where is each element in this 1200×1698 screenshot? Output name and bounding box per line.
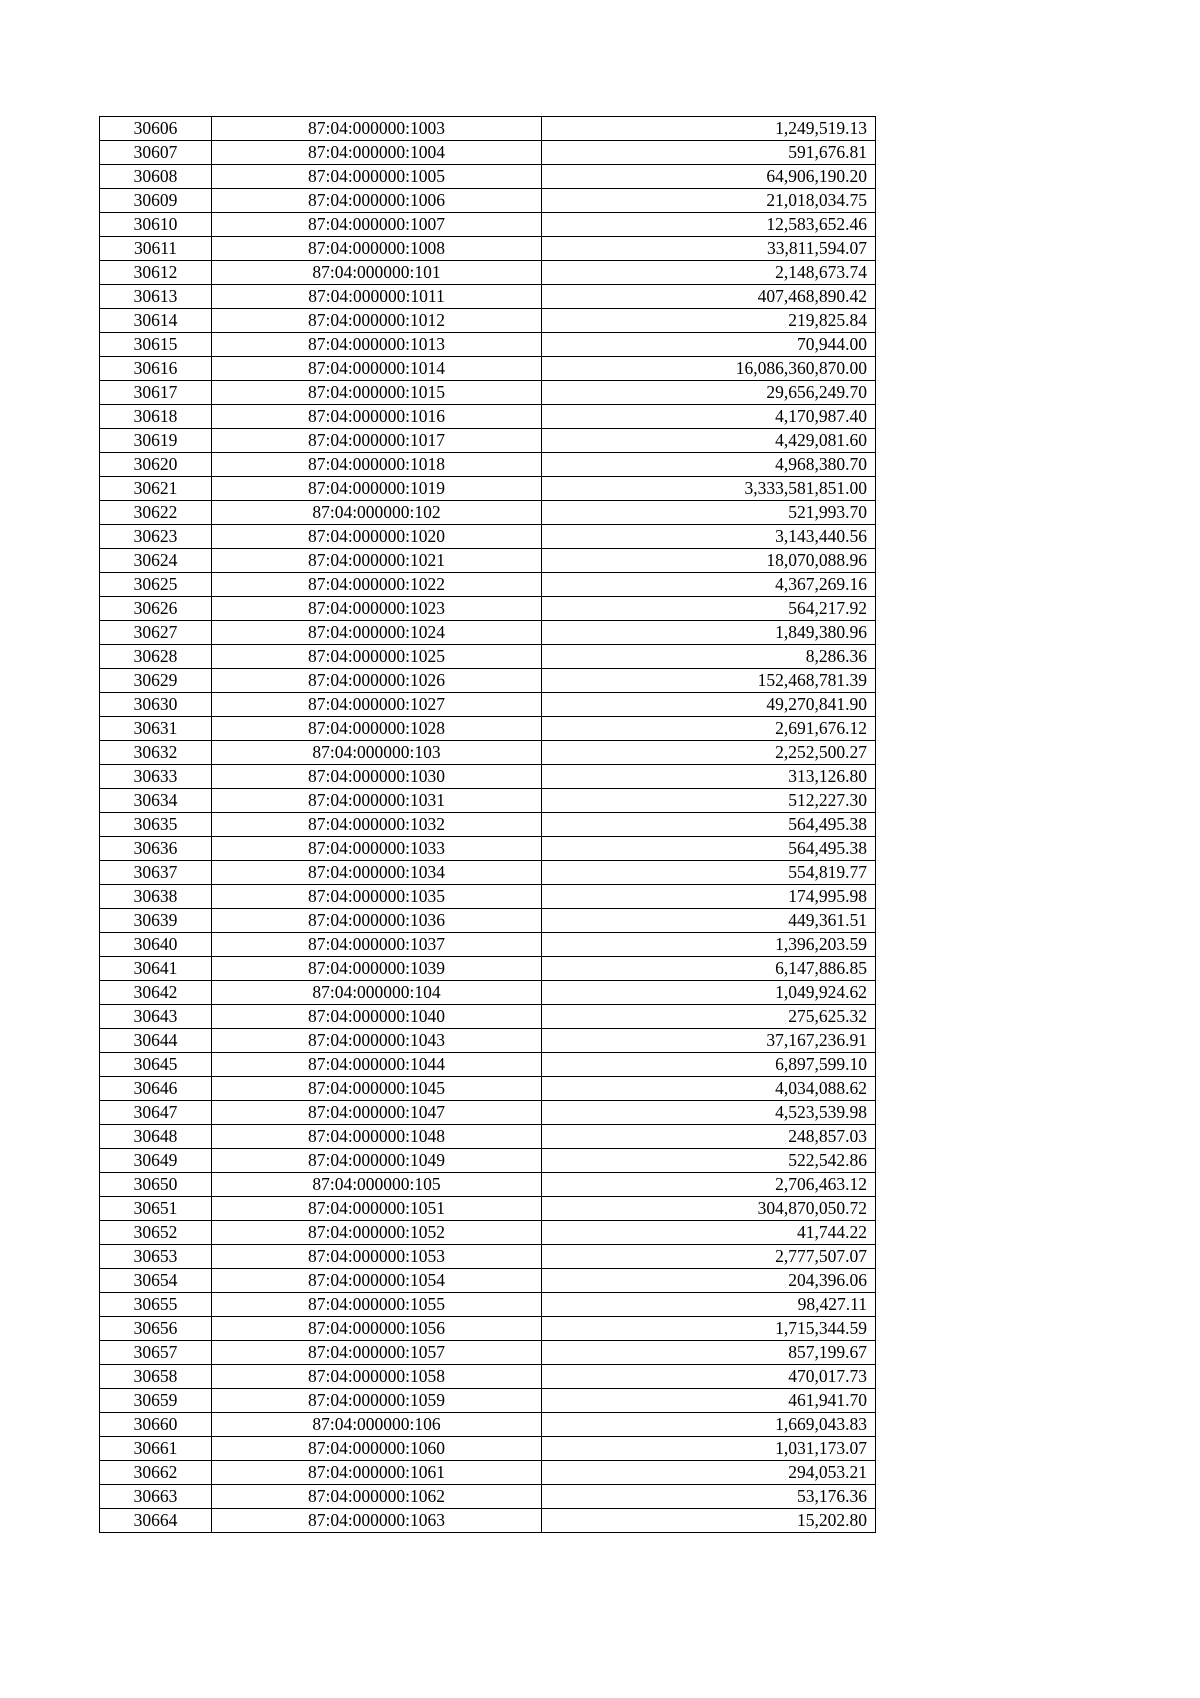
value-cell: 1,249,519.13 xyxy=(542,117,876,141)
row-number-cell: 30609 xyxy=(100,189,212,213)
table-row xyxy=(100,1125,876,1149)
value-cell: 15,202.80 xyxy=(542,1509,876,1533)
table-row xyxy=(100,477,876,501)
table-row xyxy=(100,1341,876,1365)
value-cell: 3,143,440.56 xyxy=(542,525,876,549)
table-row xyxy=(100,621,876,645)
table-row xyxy=(100,1365,876,1389)
row-number-cell: 30640 xyxy=(100,933,212,957)
value-cell: 522,542.86 xyxy=(542,1149,876,1173)
value-cell: 204,396.06 xyxy=(542,1269,876,1293)
row-number-cell: 30633 xyxy=(100,765,212,789)
row-number-cell: 30619 xyxy=(100,429,212,453)
cadastral-number-cell: 87:04:000000:1016 xyxy=(212,405,542,429)
cadastral-number-cell: 87:04:000000:1022 xyxy=(212,573,542,597)
cadastral-number-cell: 87:04:000000:1026 xyxy=(212,669,542,693)
row-number-cell: 30654 xyxy=(100,1269,212,1293)
table-row xyxy=(100,357,876,381)
cadastral-number-cell: 87:04:000000:1018 xyxy=(212,453,542,477)
value-cell: 21,018,034.75 xyxy=(542,189,876,213)
table-row xyxy=(100,501,876,525)
cadastral-number-cell: 87:04:000000:1053 xyxy=(212,1245,542,1269)
cadastral-number-cell: 87:04:000000:1014 xyxy=(212,357,542,381)
row-number-cell: 30624 xyxy=(100,549,212,573)
value-cell: 275,625.32 xyxy=(542,1005,876,1029)
row-number-cell: 30634 xyxy=(100,789,212,813)
row-number-cell: 30608 xyxy=(100,165,212,189)
table-row xyxy=(100,261,876,285)
value-cell: 857,199.67 xyxy=(542,1341,876,1365)
cadastral-number-cell: 87:04:000000:101 xyxy=(212,261,542,285)
cadastral-number-cell: 87:04:000000:1047 xyxy=(212,1101,542,1125)
row-number-cell: 30646 xyxy=(100,1077,212,1101)
row-number-cell: 30615 xyxy=(100,333,212,357)
value-cell: 4,429,081.60 xyxy=(542,429,876,453)
cadastral-number-cell: 87:04:000000:1049 xyxy=(212,1149,542,1173)
row-number-cell: 30635 xyxy=(100,813,212,837)
value-cell: 1,031,173.07 xyxy=(542,1437,876,1461)
value-cell: 407,468,890.42 xyxy=(542,285,876,309)
table-row xyxy=(100,1053,876,1077)
cadastral-number-cell: 87:04:000000:1057 xyxy=(212,1341,542,1365)
table-row xyxy=(100,1317,876,1341)
row-number-cell: 30638 xyxy=(100,885,212,909)
row-number-cell: 30613 xyxy=(100,285,212,309)
cadastral-number-cell: 87:04:000000:1006 xyxy=(212,189,542,213)
value-cell: 53,176.36 xyxy=(542,1485,876,1509)
cadastral-number-cell: 87:04:000000:1061 xyxy=(212,1461,542,1485)
value-cell: 2,706,463.12 xyxy=(542,1173,876,1197)
value-cell: 2,148,673.74 xyxy=(542,261,876,285)
table-row xyxy=(100,645,876,669)
table-row xyxy=(100,765,876,789)
cadastral-number-cell: 87:04:000000:1021 xyxy=(212,549,542,573)
table-row xyxy=(100,333,876,357)
row-number-cell: 30656 xyxy=(100,1317,212,1341)
cadastral-number-cell: 87:04:000000:1007 xyxy=(212,213,542,237)
cadastral-number-cell: 87:04:000000:1011 xyxy=(212,285,542,309)
table-row xyxy=(100,1293,876,1317)
cadastral-number-cell: 87:04:000000:1015 xyxy=(212,381,542,405)
cadastral-number-cell: 87:04:000000:1063 xyxy=(212,1509,542,1533)
table-row xyxy=(100,117,876,141)
value-cell: 1,715,344.59 xyxy=(542,1317,876,1341)
value-cell: 554,819.77 xyxy=(542,861,876,885)
table-row xyxy=(100,789,876,813)
row-number-cell: 30648 xyxy=(100,1125,212,1149)
table-row xyxy=(100,885,876,909)
row-number-cell: 30607 xyxy=(100,141,212,165)
value-cell: 174,995.98 xyxy=(542,885,876,909)
value-cell: 564,495.38 xyxy=(542,837,876,861)
row-number-cell: 30651 xyxy=(100,1197,212,1221)
row-number-cell: 30606 xyxy=(100,117,212,141)
row-number-cell: 30611 xyxy=(100,237,212,261)
cadastral-number-cell: 87:04:000000:1008 xyxy=(212,237,542,261)
row-number-cell: 30636 xyxy=(100,837,212,861)
cadastral-number-cell: 87:04:000000:1035 xyxy=(212,885,542,909)
table-row xyxy=(100,1485,876,1509)
table-row xyxy=(100,1029,876,1053)
row-number-cell: 30625 xyxy=(100,573,212,597)
value-cell: 152,468,781.39 xyxy=(542,669,876,693)
cadastral-number-cell: 87:04:000000:1051 xyxy=(212,1197,542,1221)
row-number-cell: 30620 xyxy=(100,453,212,477)
row-number-cell: 30644 xyxy=(100,1029,212,1053)
table-row xyxy=(100,1413,876,1437)
row-number-cell: 30627 xyxy=(100,621,212,645)
value-cell: 4,523,539.98 xyxy=(542,1101,876,1125)
row-number-cell: 30655 xyxy=(100,1293,212,1317)
row-number-cell: 30637 xyxy=(100,861,212,885)
row-number-cell: 30663 xyxy=(100,1485,212,1509)
cadastral-number-cell: 87:04:000000:1060 xyxy=(212,1437,542,1461)
cadastral-number-cell: 87:04:000000:102 xyxy=(212,501,542,525)
row-number-cell: 30641 xyxy=(100,957,212,981)
table-row xyxy=(100,957,876,981)
table-row xyxy=(100,285,876,309)
cadastral-number-cell: 87:04:000000:1056 xyxy=(212,1317,542,1341)
row-number-cell: 30621 xyxy=(100,477,212,501)
row-number-cell: 30650 xyxy=(100,1173,212,1197)
cadastral-number-cell: 87:04:000000:105 xyxy=(212,1173,542,1197)
cadastral-number-cell: 87:04:000000:1027 xyxy=(212,693,542,717)
row-number-cell: 30617 xyxy=(100,381,212,405)
row-number-cell: 30657 xyxy=(100,1341,212,1365)
row-number-cell: 30612 xyxy=(100,261,212,285)
table-row xyxy=(100,165,876,189)
value-cell: 49,270,841.90 xyxy=(542,693,876,717)
cadastral-number-cell: 87:04:000000:1032 xyxy=(212,813,542,837)
cadastral-number-cell: 87:04:000000:106 xyxy=(212,1413,542,1437)
row-number-cell: 30662 xyxy=(100,1461,212,1485)
cadastral-number-cell: 87:04:000000:1045 xyxy=(212,1077,542,1101)
row-number-cell: 30642 xyxy=(100,981,212,1005)
cadastral-number-cell: 87:04:000000:1043 xyxy=(212,1029,542,1053)
cadastral-number-cell: 87:04:000000:1058 xyxy=(212,1365,542,1389)
cadastral-number-cell: 87:04:000000:1017 xyxy=(212,429,542,453)
value-cell: 4,034,088.62 xyxy=(542,1077,876,1101)
cadastral-number-cell: 87:04:000000:1025 xyxy=(212,645,542,669)
value-cell: 3,333,581,851.00 xyxy=(542,477,876,501)
cadastral-number-cell: 87:04:000000:1019 xyxy=(212,477,542,501)
row-number-cell: 30643 xyxy=(100,1005,212,1029)
table-row xyxy=(100,1101,876,1125)
value-cell: 219,825.84 xyxy=(542,309,876,333)
row-number-cell: 30629 xyxy=(100,669,212,693)
value-cell: 64,906,190.20 xyxy=(542,165,876,189)
cadastral-number-cell: 87:04:000000:1059 xyxy=(212,1389,542,1413)
value-cell: 2,691,676.12 xyxy=(542,717,876,741)
row-number-cell: 30652 xyxy=(100,1221,212,1245)
table-row xyxy=(100,1437,876,1461)
value-cell: 1,849,380.96 xyxy=(542,621,876,645)
row-number-cell: 30623 xyxy=(100,525,212,549)
cadastral-number-cell: 87:04:000000:1034 xyxy=(212,861,542,885)
cadastral-number-cell: 87:04:000000:1030 xyxy=(212,765,542,789)
value-cell: 248,857.03 xyxy=(542,1125,876,1149)
table-row xyxy=(100,741,876,765)
cadastral-number-cell: 87:04:000000:1023 xyxy=(212,597,542,621)
table-row xyxy=(100,813,876,837)
cadastral-number-cell: 87:04:000000:1013 xyxy=(212,333,542,357)
row-number-cell: 30610 xyxy=(100,213,212,237)
table-row xyxy=(100,909,876,933)
value-cell: 591,676.81 xyxy=(542,141,876,165)
row-number-cell: 30639 xyxy=(100,909,212,933)
cadastral-value-table xyxy=(99,116,876,1533)
table-row xyxy=(100,549,876,573)
row-number-cell: 30658 xyxy=(100,1365,212,1389)
value-cell: 33,811,594.07 xyxy=(542,237,876,261)
value-cell: 4,367,269.16 xyxy=(542,573,876,597)
table-row xyxy=(100,573,876,597)
row-number-cell: 30653 xyxy=(100,1245,212,1269)
row-number-cell: 30632 xyxy=(100,741,212,765)
value-cell: 521,993.70 xyxy=(542,501,876,525)
table-row xyxy=(100,141,876,165)
value-cell: 37,167,236.91 xyxy=(542,1029,876,1053)
cadastral-number-cell: 87:04:000000:1012 xyxy=(212,309,542,333)
value-cell: 1,669,043.83 xyxy=(542,1413,876,1437)
row-number-cell: 30649 xyxy=(100,1149,212,1173)
table-row xyxy=(100,525,876,549)
value-cell: 41,744.22 xyxy=(542,1221,876,1245)
value-cell: 470,017.73 xyxy=(542,1365,876,1389)
table-row xyxy=(100,1509,876,1533)
cadastral-number-cell: 87:04:000000:103 xyxy=(212,741,542,765)
row-number-cell: 30661 xyxy=(100,1437,212,1461)
table-row xyxy=(100,693,876,717)
table-row xyxy=(100,405,876,429)
table-row xyxy=(100,933,876,957)
value-cell: 304,870,050.72 xyxy=(542,1197,876,1221)
cadastral-number-cell: 87:04:000000:1055 xyxy=(212,1293,542,1317)
table-row xyxy=(100,1389,876,1413)
table-row xyxy=(100,1197,876,1221)
table-row xyxy=(100,1221,876,1245)
value-cell: 1,396,203.59 xyxy=(542,933,876,957)
cadastral-number-cell: 87:04:000000:1052 xyxy=(212,1221,542,1245)
row-number-cell: 30631 xyxy=(100,717,212,741)
table-row xyxy=(100,309,876,333)
value-cell: 564,217.92 xyxy=(542,597,876,621)
value-cell: 461,941.70 xyxy=(542,1389,876,1413)
value-cell: 12,583,652.46 xyxy=(542,213,876,237)
cadastral-number-cell: 87:04:000000:1037 xyxy=(212,933,542,957)
table-row xyxy=(100,1005,876,1029)
table-row xyxy=(100,1269,876,1293)
table-row xyxy=(100,453,876,477)
row-number-cell: 30660 xyxy=(100,1413,212,1437)
cadastral-number-cell: 87:04:000000:1028 xyxy=(212,717,542,741)
cadastral-number-cell: 87:04:000000:1031 xyxy=(212,789,542,813)
value-cell: 6,147,886.85 xyxy=(542,957,876,981)
value-cell: 16,086,360,870.00 xyxy=(542,357,876,381)
table-row xyxy=(100,1149,876,1173)
table-row xyxy=(100,237,876,261)
value-cell: 4,968,380.70 xyxy=(542,453,876,477)
cadastral-number-cell: 87:04:000000:1048 xyxy=(212,1125,542,1149)
row-number-cell: 30645 xyxy=(100,1053,212,1077)
value-cell: 29,656,249.70 xyxy=(542,381,876,405)
row-number-cell: 30626 xyxy=(100,597,212,621)
value-cell: 70,944.00 xyxy=(542,333,876,357)
table-row xyxy=(100,213,876,237)
table-row xyxy=(100,1245,876,1269)
table-row xyxy=(100,981,876,1005)
table-row xyxy=(100,861,876,885)
row-number-cell: 30630 xyxy=(100,693,212,717)
cadastral-number-cell: 87:04:000000:1033 xyxy=(212,837,542,861)
value-cell: 449,361.51 xyxy=(542,909,876,933)
cadastral-number-cell: 87:04:000000:1020 xyxy=(212,525,542,549)
cadastral-number-cell: 87:04:000000:1054 xyxy=(212,1269,542,1293)
row-number-cell: 30618 xyxy=(100,405,212,429)
table-row xyxy=(100,381,876,405)
table-row xyxy=(100,669,876,693)
cadastral-number-cell: 87:04:000000:1044 xyxy=(212,1053,542,1077)
table-row xyxy=(100,1077,876,1101)
value-cell: 294,053.21 xyxy=(542,1461,876,1485)
row-number-cell: 30622 xyxy=(100,501,212,525)
cadastral-number-cell: 87:04:000000:1062 xyxy=(212,1485,542,1509)
cadastral-number-cell: 87:04:000000:1024 xyxy=(212,621,542,645)
table-row xyxy=(100,189,876,213)
value-cell: 6,897,599.10 xyxy=(542,1053,876,1077)
value-cell: 8,286.36 xyxy=(542,645,876,669)
table-row xyxy=(100,597,876,621)
row-number-cell: 30616 xyxy=(100,357,212,381)
table-row xyxy=(100,837,876,861)
row-number-cell: 30664 xyxy=(100,1509,212,1533)
value-cell: 4,170,987.40 xyxy=(542,405,876,429)
cadastral-number-cell: 87:04:000000:1036 xyxy=(212,909,542,933)
cadastral-number-cell: 87:04:000000:1004 xyxy=(212,141,542,165)
value-cell: 1,049,924.62 xyxy=(542,981,876,1005)
value-cell: 512,227.30 xyxy=(542,789,876,813)
cadastral-number-cell: 87:04:000000:1040 xyxy=(212,1005,542,1029)
row-number-cell: 30628 xyxy=(100,645,212,669)
cadastral-number-cell: 87:04:000000:104 xyxy=(212,981,542,1005)
cadastral-number-cell: 87:04:000000:1005 xyxy=(212,165,542,189)
row-number-cell: 30647 xyxy=(100,1101,212,1125)
table-body xyxy=(100,117,876,1533)
row-number-cell: 30659 xyxy=(100,1389,212,1413)
value-cell: 2,252,500.27 xyxy=(542,741,876,765)
value-cell: 2,777,507.07 xyxy=(542,1245,876,1269)
value-cell: 18,070,088.96 xyxy=(542,549,876,573)
table-row xyxy=(100,1173,876,1197)
row-number-cell: 30614 xyxy=(100,309,212,333)
cadastral-number-cell: 87:04:000000:1039 xyxy=(212,957,542,981)
table-row xyxy=(100,429,876,453)
table-row xyxy=(100,1461,876,1485)
value-cell: 313,126.80 xyxy=(542,765,876,789)
value-cell: 98,427.11 xyxy=(542,1293,876,1317)
value-cell: 564,495.38 xyxy=(542,813,876,837)
cadastral-number-cell: 87:04:000000:1003 xyxy=(212,117,542,141)
table-row xyxy=(100,717,876,741)
